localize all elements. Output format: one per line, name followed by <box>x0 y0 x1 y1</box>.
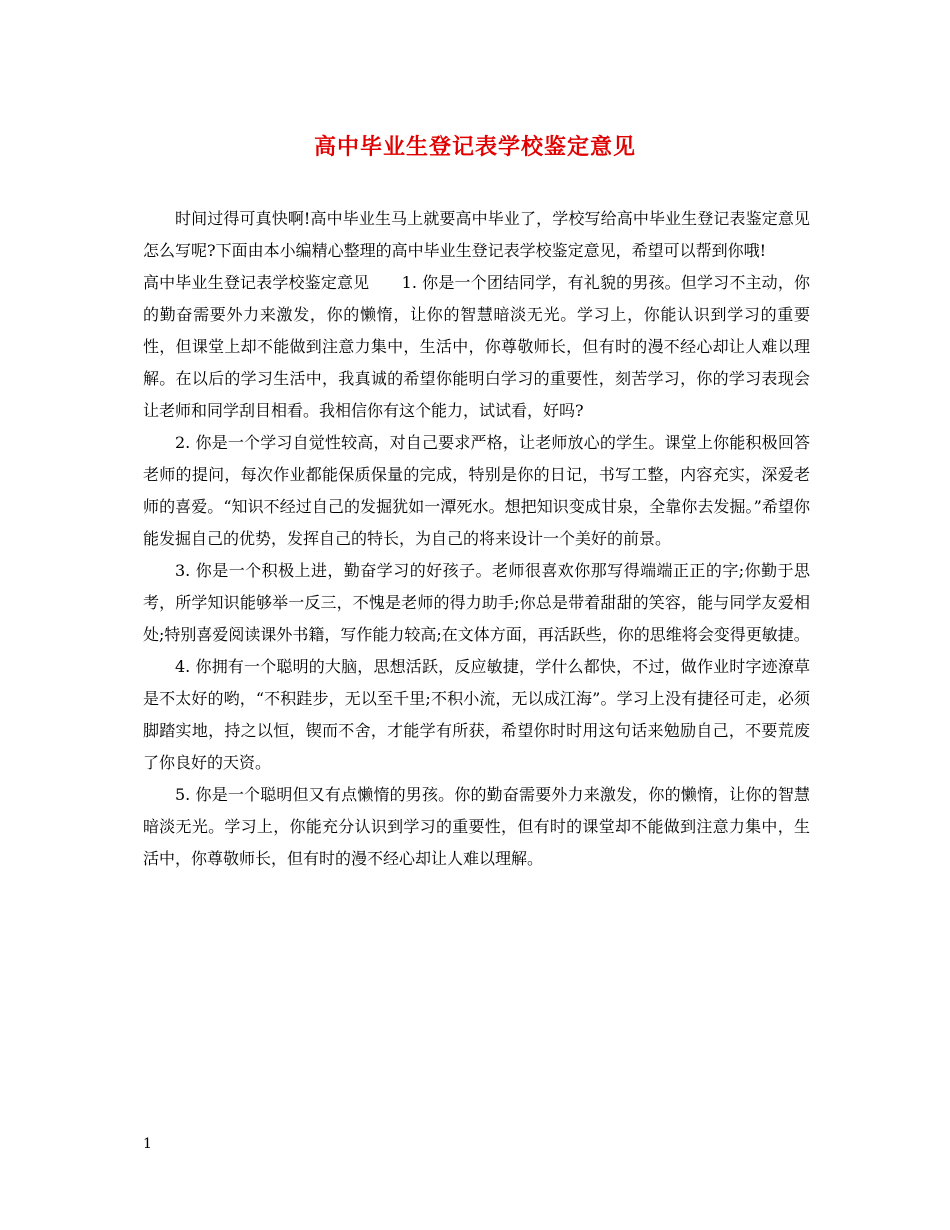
comment-paragraph-2: 2. 你是一个学习自觉性较高，对自己要求严格，让老师放心的学生。课堂上你能积极回答老师的提问，每次作业都能保质保量的完成，特别是你的日记，书写工整，内容充实，深爱老师的喜爱。“知识不经过自己的发掘犹如一潭死水。想把知识变成甘泉，全靠你去发掘。”希望你能发掘自己的优势，发挥自己的特长，为自己的将来设计一个美好的前景。 <box>143 433 810 548</box>
comment-paragraph-3: 3. 你是一个积极上进，勤奋学习的好孩子。老师很喜欢你那写得端端正正的字;你勤于思考，所学知识能够举一反三，不愧是老师的得力助手;你总是带着甜甜的笑容，能与同学友爱相处;特别喜爱阅读课外书籍，写作能力较高;在文体方面，再活跃些，你的思维将会变得更敏捷。 <box>143 561 810 644</box>
comment-paragraph-5: 5. 你是一个聪明但又有点懒惰的男孩。你的勤奋需要外力来激发，你的懒惰，让你的智慧暗淡无光。学习上，你能充分认识到学习的重要性，但有时的课堂却不能做到注意力集中，生活中，你尊敬师长，但有时的漫不经心却让人难以理解。 <box>143 785 810 868</box>
comment-paragraph-4: 4. 你拥有一个聪明的大脑，思想活跃，反应敏捷，学什么都快，不过，做作业时字迹潦草是不太好的哟，“不积跬步，无以至千里;不积小流，无以成江海”。学习上没有捷径可走，必须脚踏实地，持之以恒，锲而不舍，才能学有所获，希望你时时用这句话来勉励自己，不要荒废了你良好的天资。 <box>143 657 810 772</box>
document-title: 高中毕业生登记表学校鉴定意见 <box>313 134 636 160</box>
comment-paragraph-1: 高中毕业生登记表学校鉴定意见 1. 你是一个团结同学，有礼貌的男孩。但学习不主动，你的勤奋需要外力来激发，你的懒惰，让你的智慧暗淡无光。学习上，你能认识到学习的重要性，但课堂上却不能做到注意力集中，生活中，你尊敬师长，但有时的漫不经心却让人难以理解。在以后的学习生活中，我真诚的希望你能明白学习的重要性，刻苦学习，你的学习表现会让老师和同学刮目相看。我相信你有这个能力，试试看，好吗? <box>143 273 810 420</box>
intro-paragraph: 时间过得可真快啊!高中毕业生马上就要高中毕业了，学校写给高中毕业生登记表鉴定意见怎么写呢?下面由本小编精心整理的高中毕业生登记表学校鉴定意见，希望可以帮到你哦! <box>143 209 810 260</box>
page-number: 1 <box>143 1136 152 1152</box>
document-body <box>143 203 810 875</box>
